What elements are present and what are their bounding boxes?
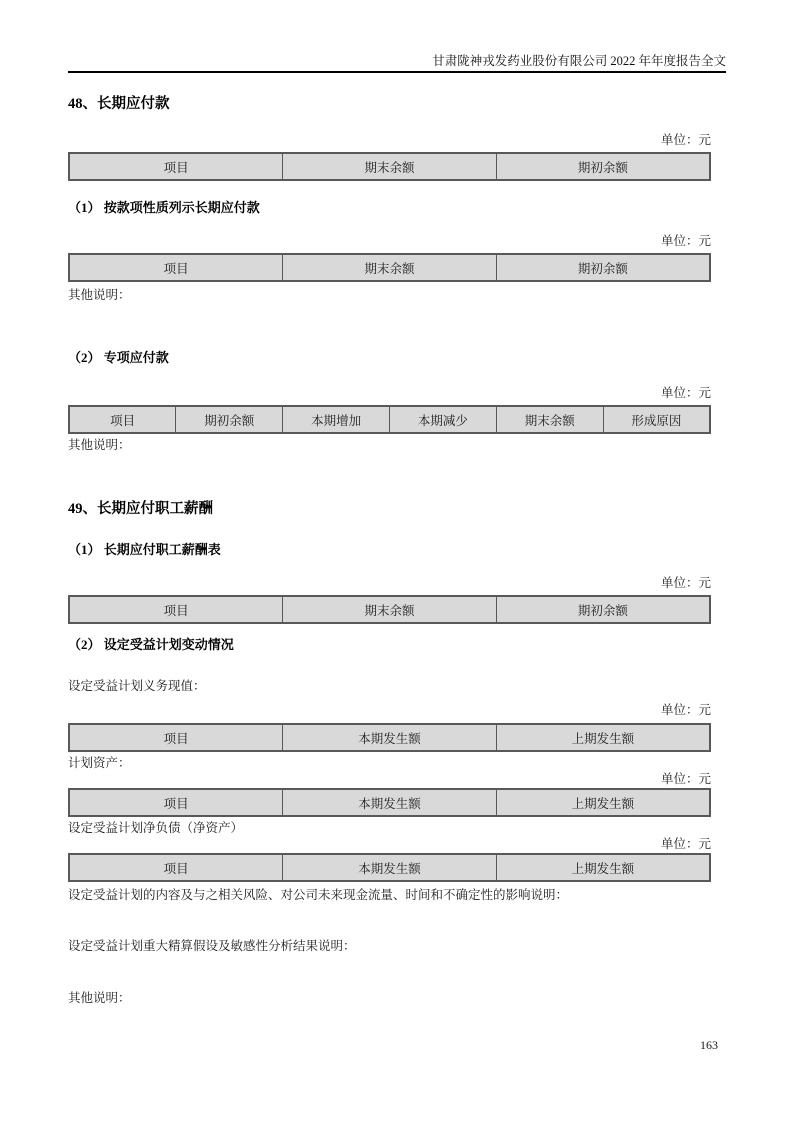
section-49-sub1-title: （1） 长期应付职工薪酬表 (68, 542, 221, 557)
net-liability-label: 设定受益计划净负债（净资产） (68, 821, 244, 835)
column-header-prior-period: 上期发生额 (496, 789, 710, 816)
column-header-item: 项目 (69, 724, 283, 751)
section-48-title: 48、长期应付款 (68, 96, 170, 112)
column-header-current-period: 本期发生额 (283, 854, 497, 881)
column-header-ending-balance: 期末余额 (283, 153, 497, 180)
table-special-payables (68, 405, 711, 434)
table-header-row (69, 854, 710, 881)
actuarial-assumption-note: 设定受益计划重大精算假设及敏感性分析结果说明： (68, 939, 356, 953)
table-header-row (69, 153, 710, 180)
column-header-ending-balance: 期末余额 (283, 596, 497, 623)
section-49-title: 49、长期应付职工薪酬 (68, 501, 213, 517)
column-header-beginning-balance: 期初余额 (176, 406, 283, 433)
table-longterm-employee-benefits (68, 595, 711, 624)
column-header-beginning-balance: 期初余额 (496, 153, 710, 180)
column-header-ending-balance: 期末余额 (283, 254, 497, 281)
other-note-48-sub1: 其他说明： (68, 288, 131, 302)
column-header-item: 项目 (69, 596, 283, 623)
unit-label-48-sub2: 单位：元 (660, 386, 711, 400)
column-header-current-decrease: 本期减少 (389, 406, 496, 433)
unit-label-plan-assets: 单位：元 (660, 772, 711, 786)
column-header-current-increase: 本期增加 (283, 406, 390, 433)
table-header-row (69, 406, 710, 433)
column-header-beginning-balance: 期初余额 (496, 254, 710, 281)
table-longterm-payables-by-nature (68, 253, 711, 282)
column-header-item: 项目 (69, 153, 283, 180)
section-48-sub2-title: （2） 专项应付款 (68, 350, 169, 365)
column-header-item: 项目 (69, 406, 176, 433)
unit-label-48-main: 单位：元 (660, 133, 711, 147)
unit-label-48-sub1: 单位：元 (660, 234, 711, 248)
page-content (68, 0, 726, 1006)
column-header-beginning-balance: 期初余额 (496, 596, 710, 623)
column-header-current-period: 本期发生额 (283, 789, 497, 816)
table-header-row (69, 596, 710, 623)
table-header-row (69, 724, 710, 751)
unit-label-net-liability: 单位：元 (660, 837, 711, 851)
running-header-title: 甘肃陇神戎发药业股份有限公司 2022 年年度报告全文 (432, 54, 726, 68)
header-rule (68, 71, 726, 73)
page-number: 163 (700, 1038, 718, 1052)
column-header-item: 项目 (69, 789, 283, 816)
section-48-sub1-title: （1） 按款项性质列示长期应付款 (68, 200, 260, 215)
section-49-sub2-title: （2） 设定受益计划变动情况 (68, 637, 234, 652)
table-header-row (69, 254, 710, 281)
column-header-prior-period: 上期发生额 (496, 724, 710, 751)
column-header-current-period: 本期发生额 (283, 724, 497, 751)
running-header (68, 0, 726, 69)
obligation-present-value-label: 设定受益计划义务现值： (68, 679, 206, 693)
table-defined-benefit-obligation (68, 723, 711, 752)
unit-label-49-sub1: 单位：元 (660, 576, 711, 590)
table-plan-assets (68, 788, 711, 817)
table-longterm-payables (68, 152, 711, 181)
column-header-ending-balance: 期末余额 (496, 406, 603, 433)
column-header-prior-period: 上期发生额 (496, 854, 710, 881)
risk-impact-note: 设定受益计划的内容及与之相关风险、对公司未来现金流量、时间和不确定性的影响说明： (68, 888, 569, 902)
other-note-49: 其他说明： (68, 991, 131, 1005)
table-header-row (69, 789, 710, 816)
unit-label-obligation: 单位：元 (660, 703, 711, 717)
table-net-defined-benefit-liability (68, 853, 711, 882)
plan-assets-label: 计划资产： (68, 756, 131, 770)
column-header-item: 项目 (69, 854, 283, 881)
column-header-item: 项目 (69, 254, 283, 281)
column-header-formation-reason: 形成原因 (603, 406, 710, 433)
other-note-48-sub2: 其他说明： (68, 438, 131, 452)
